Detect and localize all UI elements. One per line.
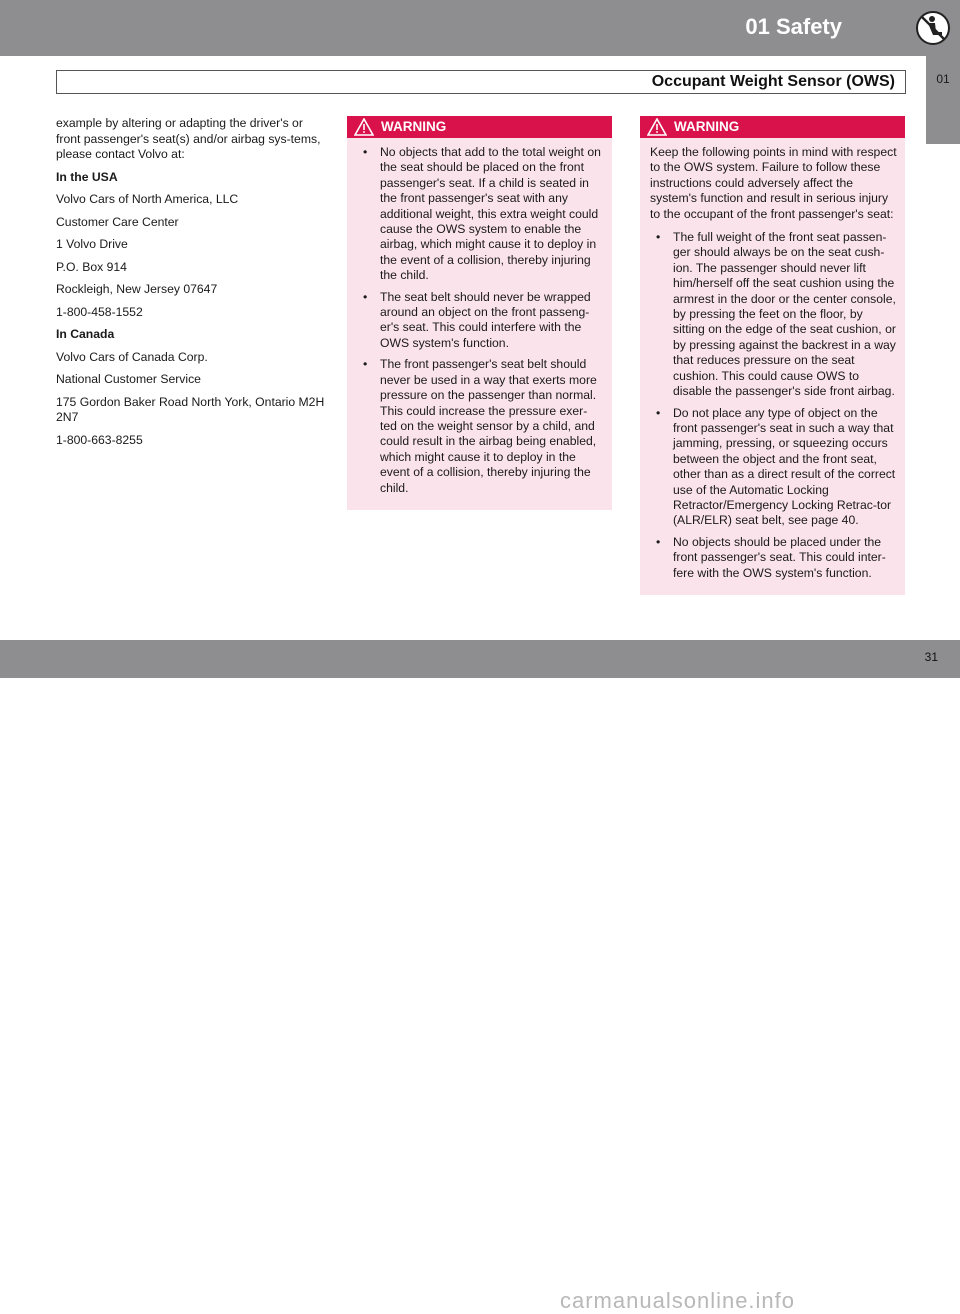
section-bar [56,70,906,94]
address-line: Customer Care Center [56,214,179,229]
address-line: Rockleigh, New Jersey 07647 [56,282,218,296]
warning-item: • Do not place any type of object on the front passenger's seat in such a way that jamming, pressing, or squeezing occurs between the object and the front seat, other than as a direct result of the correct use of the Automatic Locking Retractor/Emergency Locking Retrac-tor (ALR/ELR) seat belt, see page 40. [648,406,897,529]
warning-header [347,116,612,138]
warning-intro: Keep the following points in mind with respect to the OWS system. Failure to follow these instructions could adversely affect the system's function and result in serious injury to the occupant of the front passenger's seat: [650,145,897,221]
header-bar [0,0,906,56]
warning-item: • No objects should be placed under the front passenger's seat. This could inter-fere with the OWS system's function. [648,535,897,581]
chapter-tab [926,56,960,144]
page-number: 31 [924,650,938,664]
warning-item: • No objects that add to the total weight on the seat should be placed on the front passenger's seat. If a child is seated in the front passenger's seat with any additional weight, this extra weight could cause the OWS system to enable the airbag, which might cause it to deploy in the event of a collision, thereby injuring the child. [355,145,604,284]
phone-number: 1-800-458-1552 [56,304,143,319]
warning-item: • The seat belt should never be wrapped around an object on the front passeng-er's seat. This could interfere with the OWS system's function. [355,290,604,352]
warning-box-2 [640,116,905,595]
no-seatbelt-passenger-icon [915,10,951,46]
canada-heading: In Canada [56,327,115,341]
address-line: Volvo Cars of Canada Corp. [56,349,208,364]
warning-triangle-icon [647,118,667,136]
address-line: 175 Gordon Baker Road North York, Ontario M2H 2N7 [56,394,325,424]
address-line: National Customer Service [56,372,201,386]
warning-box-1 [347,116,612,510]
phone-number: 1-800-663-8255 [56,432,143,447]
warning-item: • The full weight of the front seat passen-ger should always be on the seat cush-ion. The passenger should never lift him/herself off the seat cushion using the armrest in the door or the center console, by pressing the feet on the floor, by sitting on the edge of the seat cushion, or by pressing against the backrest in a way that reduces pressure on the seat cushion. This could cause OWS to disable the passenger's side front airbag. [648,230,897,399]
contact-column [56,116,326,455]
page-number-box [906,640,960,678]
watermark-text: carmanualsonline.info [560,1288,796,1313]
address-line: Volvo Cars of North America, LLC [56,192,239,206]
footer-bar [0,640,906,1313]
chapter-icon-box [906,0,960,56]
warning-triangle-icon [354,118,374,136]
address-line: 1 Volvo Drive [56,237,128,251]
address-line: P.O. Box 914 [56,259,127,274]
warning-title: WARNING [674,119,740,134]
chapter-title: 01 Safety [745,14,842,39]
warning-item: • The front passenger's seat belt should never be used in a way that exerts more pressure on the passenger than normal. This could increase the pressure exer-ted on the weight sensor by a child, and could result in the airbag being enabled, which might cause it to deploy in the event of a collision, thereby injuring the child. [355,357,604,496]
usa-heading: In the USA [56,169,118,184]
intro-text: example by altering or adapting the driver's or front passenger's seat(s) and/or airbag sys-tems, please contact Volvo at: [56,116,321,161]
chapter-tab-number: 01 [936,72,950,86]
warning-header [640,116,905,138]
section-title: Occupant Weight Sensor (OWS) [651,73,895,90]
warning-title: WARNING [381,119,447,134]
